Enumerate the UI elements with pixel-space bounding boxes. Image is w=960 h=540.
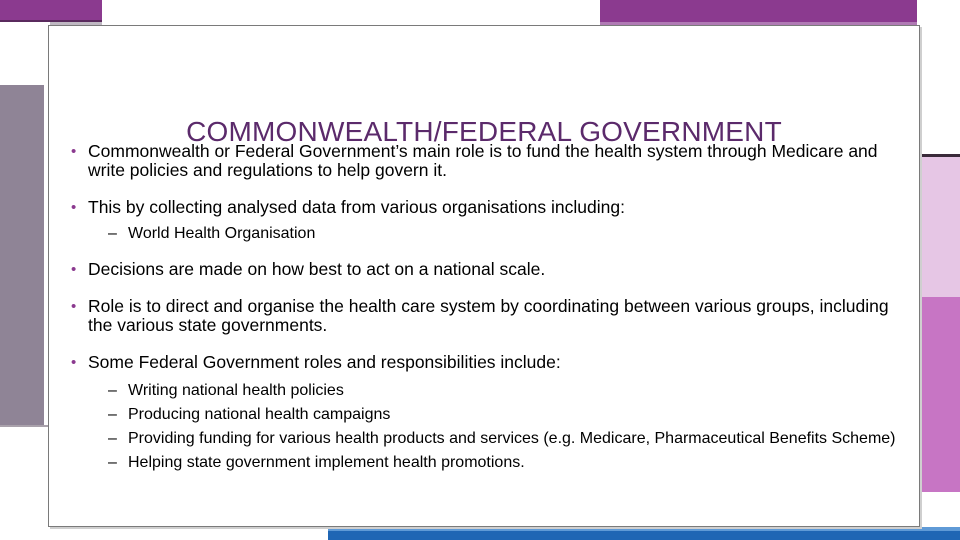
bullet-text: Commonwealth or Federal Government’s main role is to fund the health system through Medicare and write policies and regulations to help govern it. (88, 141, 878, 180)
sub-bullet-item (68, 430, 908, 448)
bullet-item (68, 260, 908, 279)
sub-bullet-item (68, 454, 908, 472)
sub-bullet-item (68, 225, 908, 243)
sub-bullet-text: Producing national health campaigns (128, 406, 391, 423)
sub-bullet-dash-icon: – (108, 406, 117, 423)
sub-bullet-text: World Health Organisation (128, 225, 316, 242)
sub-bullet-text: Providing funding for various health products and services (e.g. Medicare, Pharmaceutical Benefits Scheme) (128, 430, 896, 447)
decor-top-left-bar (0, 0, 102, 20)
bullet-text: This by collecting analysed data from various organisations including: (88, 197, 625, 217)
sub-bullet-text: Writing national health policies (128, 382, 344, 399)
decor-left-strip (0, 85, 44, 425)
sub-bullet-dash-icon: – (108, 454, 117, 471)
decor-top-right-bar (600, 0, 917, 22)
sub-bullet-item (68, 382, 908, 400)
bullet-item (68, 142, 908, 180)
bullet-dot-icon: • (71, 199, 77, 216)
bullet-list (68, 142, 908, 472)
decor-right-pink-light-block (921, 157, 960, 297)
sub-bullet-dash-icon: – (108, 382, 117, 399)
decor-right-line (918, 154, 960, 157)
decor-left-strip-line (0, 425, 48, 427)
bullet-dot-icon: • (71, 298, 77, 315)
decor-bottom-blue-highlight (328, 527, 960, 531)
bullet-item (68, 353, 908, 372)
bullet-dot-icon: • (71, 143, 77, 160)
sub-bullet-dash-icon: – (108, 430, 117, 447)
bullet-dot-icon: • (71, 261, 77, 278)
sub-bullet-item (68, 406, 908, 424)
sub-bullet-dash-icon: – (108, 225, 117, 242)
bullet-text: Some Federal Government roles and responsibilities include: (88, 352, 561, 372)
bullet-dot-icon: • (71, 354, 77, 371)
sub-bullet-text: Helping state government implement health promotions. (128, 454, 525, 471)
bullet-text: Decisions are made on how best to act on a national scale. (88, 259, 546, 279)
bullet-item (68, 297, 908, 335)
slide-title: COMMONWEALTH/FEDERAL GOVERNMENT (186, 116, 782, 147)
bullet-text: Role is to direct and organise the health care system by coordinating between various groups, including the various state governments. (88, 296, 889, 335)
bullet-item (68, 198, 908, 217)
